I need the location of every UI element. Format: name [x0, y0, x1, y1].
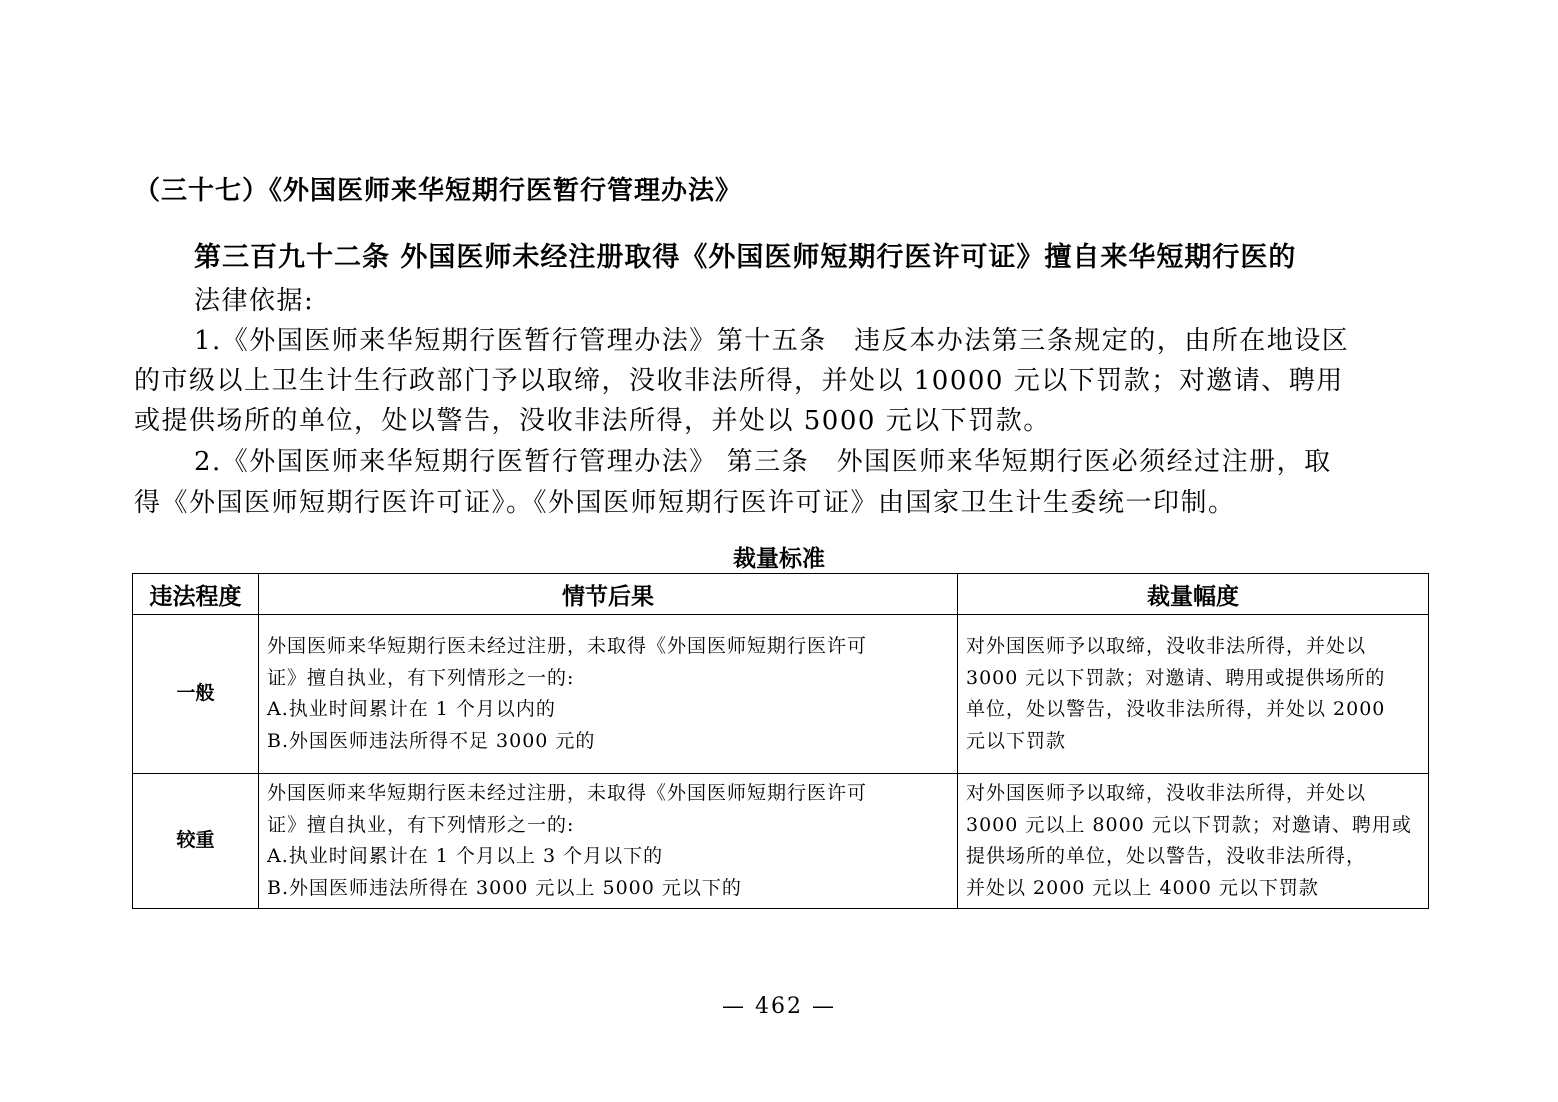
cell-line: 对外国医师予以取缔，没收非法所得，并处以 [966, 782, 1367, 804]
cell-line: A.执业时间累计在 1 个月以内的 [267, 698, 556, 720]
legal-basis-line: 1.《外国医师来华短期行医暂行管理办法》第十五条 违反本办法第三条规定的，由所在地设区 [194, 326, 1350, 356]
cell-line: 并处以 2000 元以上 4000 元以下罚款 [966, 876, 1319, 899]
cell-line: 元以下罚款 [966, 729, 1067, 752]
circumstances-cell [259, 774, 958, 909]
cell-line: 外国医师来华短期行医未经过注册，未取得《外国医师短期行医许可 [267, 782, 868, 804]
circumstances-cell [259, 615, 958, 774]
legal-basis-line: 2.《外国医师来华短期行医暂行管理办法》 第三条 外国医师来华短期行医必须经过注册，取 [194, 447, 1332, 477]
cell-line: 单位，处以警告，没收非法所得，并处以 2000 [966, 698, 1386, 720]
penalty-cell [958, 615, 1429, 774]
cell-line: 证》擅自执业，有下列情形之一的: [267, 813, 575, 836]
section-title: （三十七）《外国医师来华短期行医暂行管理办法》 [134, 176, 743, 206]
legal-basis-label: 法律依据: [194, 286, 315, 316]
header-circumstances: 情节后果 [259, 574, 958, 615]
violation-level-cell: 一般 [133, 615, 259, 774]
table-caption: 裁量标准 [733, 546, 825, 572]
cell-line: 证》擅自执业，有下列情形之一的: [267, 666, 575, 689]
legal-basis-line: 或提供场所的单位，处以警告，没收非法所得，并处以 5000 元以下罚款。 [134, 406, 1051, 436]
page-number: — 462 — [722, 994, 836, 1019]
cell-line: B.外国医师违法所得在 3000 元以上 5000 元以下的 [267, 876, 742, 899]
cell-line: 外国医师来华短期行医未经过注册，未取得《外国医师短期行医许可 [267, 635, 868, 657]
cell-line: 提供场所的单位，处以警告，没收非法所得， [966, 845, 1367, 867]
header-penalty-range: 裁量幅度 [958, 574, 1429, 615]
cell-line: 对外国医师予以取缔，没收非法所得，并处以 [966, 635, 1367, 657]
legal-basis-line: 得《外国医师短期行医许可证》。《外国医师短期行医许可证》由国家卫生计生委统一印制。 [134, 488, 1236, 518]
discretion-standard-table [132, 573, 1429, 909]
cell-line: A.执业时间累计在 1 个月以上 3 个月以下的 [267, 845, 664, 867]
article-title: 第三百九十二条 外国医师未经注册取得《外国医师短期行医许可证》擅自来华短期行医的 [194, 242, 1297, 273]
header-violation-level: 违法程度 [133, 574, 259, 615]
table-row [133, 774, 1429, 909]
table-header-row [133, 574, 1429, 615]
penalty-cell [958, 774, 1429, 909]
cell-line: 3000 元以下罚款；对邀请、聘用或提供场所的 [966, 666, 1386, 689]
legal-basis-line: 的市级以上卫生计生行政部门予以取缔，没收非法所得，并处以 10000 元以下罚款；对邀请、聘用 [134, 366, 1344, 396]
cell-line: B.外国医师违法所得不足 3000 元的 [267, 729, 596, 752]
cell-line: 3000 元以上 8000 元以下罚款；对邀请、聘用或 [966, 813, 1412, 836]
violation-level-cell: 较重 [133, 774, 259, 909]
table-row [133, 615, 1429, 774]
